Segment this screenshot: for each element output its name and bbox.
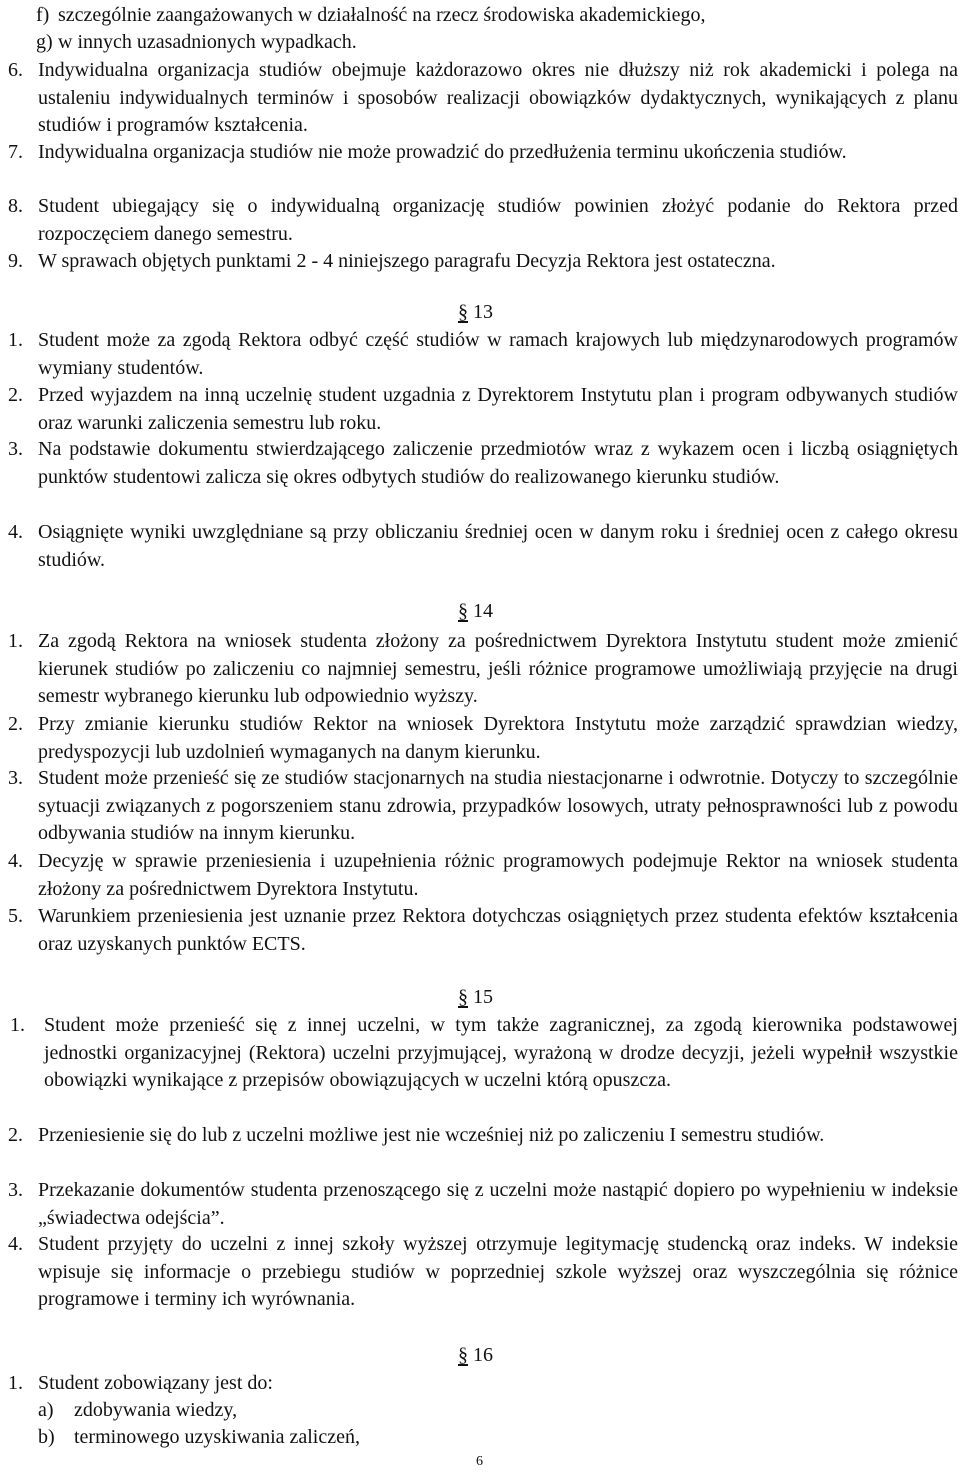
item-text: W sprawach objętych punktami 2 - 4 niniejszego paragrafu Decyzja Rektora jest ostateczna. bbox=[38, 250, 776, 272]
item-number: 3. bbox=[8, 1179, 23, 1201]
item-number: 3. bbox=[8, 438, 23, 460]
list-item-14-2 bbox=[8, 711, 958, 766]
item-number: g) bbox=[36, 31, 53, 53]
section-number: 15 bbox=[473, 986, 493, 1008]
item-number: 4. bbox=[8, 1233, 23, 1255]
list-item-15-3 bbox=[8, 1177, 958, 1232]
section-heading-15 bbox=[458, 984, 493, 1011]
section-number: 16 bbox=[473, 1344, 493, 1366]
item-number: 3. bbox=[8, 767, 23, 789]
item-text: Student przyjęty do uczelni z innej szkoły wyższej otrzymuje legitymację studencką oraz indeks. W indeksie wpisuje się informacje o przebiegu studiów w poprzedniej szkole wyższej oraz wyszczególnia się różnice programowe i terminy ich wyrównania. bbox=[38, 1233, 958, 1310]
section-number: 14 bbox=[473, 600, 493, 622]
item-number: 4. bbox=[8, 850, 23, 872]
section-number: 13 bbox=[473, 301, 493, 323]
list-item-16-1 bbox=[8, 1370, 958, 1398]
page-number: 6 bbox=[476, 1454, 483, 1469]
item-text: Student ubiegający się o indywidualną organizację studiów powinien złożyć podanie do Rektora przed rozpoczęciem danego semestru. bbox=[38, 195, 958, 245]
item-number: a) bbox=[38, 1399, 54, 1421]
item-number: 1. bbox=[8, 1372, 23, 1394]
list-item-g bbox=[8, 29, 958, 57]
list-item-15-2 bbox=[8, 1122, 958, 1150]
item-text: Przekazanie dokumentów studenta przenoszącego się z uczelni może nastąpić dopiero po wypełnieniu w indeksie „świadectwa odejścia”. bbox=[38, 1179, 958, 1229]
item-text: Student może za zgodą Rektora odbyć część studiów w ramach krajowych lub międzynarodowych programów wymiany studentów. bbox=[38, 329, 958, 379]
item-number: 2. bbox=[8, 384, 23, 406]
section-symbol: § bbox=[458, 301, 468, 323]
item-text: Indywidualna organizacja studiów nie może prowadzić do przedłużenia terminu ukończenia studiów. bbox=[38, 141, 847, 163]
list-item-8 bbox=[8, 193, 958, 248]
list-item-9 bbox=[8, 248, 958, 276]
section-symbol: § bbox=[458, 600, 468, 622]
list-item-13-3 bbox=[8, 436, 958, 491]
list-item-16-a bbox=[8, 1397, 958, 1425]
section-symbol: § bbox=[458, 1344, 468, 1366]
list-item-14-3 bbox=[8, 765, 958, 848]
item-number: 1. bbox=[8, 630, 23, 652]
item-text: Decyzję w sprawie przeniesienia i uzupełnienia różnic programowych podejmuje Rektor na wniosek studenta złożony za pośrednictwem Dyrektora Instytutu. bbox=[38, 850, 958, 900]
list-item-15-1 bbox=[8, 1012, 958, 1095]
item-number: 4. bbox=[8, 521, 23, 543]
section-heading-14 bbox=[458, 598, 493, 625]
item-number: f) bbox=[36, 4, 50, 26]
item-number: 6. bbox=[8, 59, 23, 81]
item-text: Za zgodą Rektora na wniosek studenta złożony za pośrednictwem Dyrektora Instytutu student może zmienić kierunek studiów po zaliczeniu co najmniej semestru, jeśli różnice programowe umożliwiają przyjęcie na drugi semestr wybranego kierunku lub odpowiednio wyższy. bbox=[38, 630, 958, 707]
section-symbol: § bbox=[458, 986, 468, 1008]
list-item-6 bbox=[8, 57, 958, 140]
item-text: Przeniesienie się do lub z uczelni możliwe jest nie wcześniej niż po zaliczeniu I semestru studiów. bbox=[38, 1124, 825, 1146]
list-item-14-1 bbox=[8, 628, 958, 711]
item-number: b) bbox=[38, 1426, 55, 1448]
item-text: szczególnie zaangażowanych w działalność na rzecz środowiska akademickiego, bbox=[58, 4, 706, 26]
list-item-16-b bbox=[8, 1424, 958, 1452]
item-text: zdobywania wiedzy, bbox=[74, 1399, 238, 1421]
list-item-14-5 bbox=[8, 903, 958, 958]
item-text: Student zobowiązany jest do: bbox=[38, 1372, 273, 1394]
item-text: Warunkiem przeniesienia jest uznanie przez Rektora dotychczas osiągniętych przez studenta efektów kształcenia oraz uzyskanych punktów ECTS. bbox=[38, 905, 958, 955]
item-number: 2. bbox=[8, 713, 23, 735]
item-text: Osiągnięte wyniki uwzględniane są przy obliczaniu średniej ocen w danym roku i średniej ocen z całego okresu studiów. bbox=[38, 521, 958, 571]
item-text: Indywidualna organizacja studiów obejmuje każdorazowo okres nie dłuższy niż rok akademicki i polega na ustaleniu indywidualnych terminów i sposobów realizacji obowiązków dydaktycznych, wynikających z planu studiów i programów kształcenia. bbox=[38, 59, 958, 136]
list-item-13-2 bbox=[8, 382, 958, 437]
item-text: Student może przenieść się ze studiów stacjonarnych na studia niestacjonarne i odwrotnie. Dotyczy to szczególnie sytuacji związanych z pogorszeniem stanu zdrowia, przypadków losowych, utraty pełnosprawności lub z powodu odbywania studiów na innym kierunku. bbox=[38, 767, 958, 844]
list-item-14-4 bbox=[8, 848, 958, 903]
section-heading-16 bbox=[458, 1342, 493, 1369]
item-number: 1. bbox=[10, 1014, 25, 1036]
item-number: 9. bbox=[8, 250, 23, 272]
item-text: w innych uzasadnionych wypadkach. bbox=[58, 31, 357, 53]
section-heading-13 bbox=[458, 299, 493, 326]
list-item-13-4 bbox=[8, 519, 958, 574]
item-text: terminowego uzyskiwania zaliczeń, bbox=[74, 1426, 360, 1448]
item-text: Student może przenieść się z innej uczelni, w tym także zagranicznej, za zgodą kierownika podstawowej jednostki organizacyjnej (Rektora) uczelni przyjmującej, wyrażoną w drodze decyzji, jeżeli wypełnił wszystkie obowiązki wynikające z przepisów obowiązujących w uczelni którą opuszcza. bbox=[44, 1014, 958, 1091]
list-item-7 bbox=[8, 139, 958, 167]
item-number: 2. bbox=[8, 1124, 23, 1146]
list-item-f bbox=[8, 2, 958, 30]
item-number: 5. bbox=[8, 905, 23, 927]
item-number: 1. bbox=[8, 329, 23, 351]
item-number: 8. bbox=[8, 195, 23, 217]
list-item-13-1 bbox=[8, 327, 958, 382]
item-text: Przy zmianie kierunku studiów Rektor na wniosek Dyrektora Instytutu może zarządzić sprawdzian wiedzy, predyspozycji lub uzdolnień wymaganych na danym kierunku. bbox=[38, 713, 958, 763]
item-number: 7. bbox=[8, 141, 23, 163]
list-item-15-4 bbox=[8, 1231, 958, 1314]
item-text: Przed wyjazdem na inną uczelnię student uzgadnia z Dyrektorem Instytutu plan i program odbywanych studiów oraz warunki zaliczenia semestru lub roku. bbox=[38, 384, 958, 434]
item-text: Na podstawie dokumentu stwierdzającego zaliczenie przedmiotów wraz z wykazem ocen i liczbą osiągniętych punktów studentowi zalicza się okres odbytych studiów do realizowanego kierunku studiów. bbox=[38, 438, 958, 488]
